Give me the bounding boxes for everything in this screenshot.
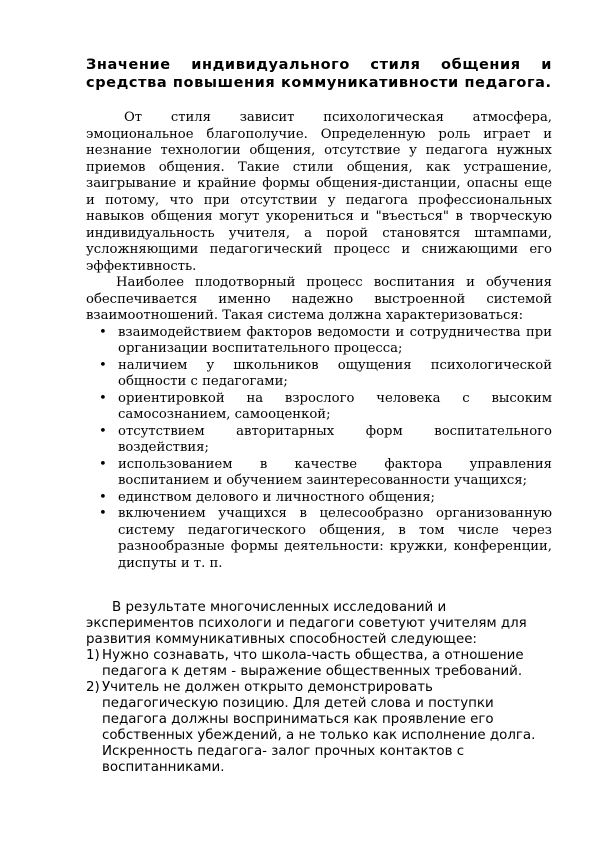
- bullet-icon: •: [99, 423, 107, 439]
- numbered-item: [86, 680, 552, 776]
- bullet-icon: •: [99, 506, 107, 521]
- list-item: [99, 489, 552, 507]
- bullet-icon: •: [99, 324, 107, 340]
- paragraph-recommendations-intro: В результате многочисленных исследований и экспериментов психологи и педагоги советуют учителям для развития коммуникативных способностей следующее:: [86, 600, 527, 647]
- item-number: 2): [86, 680, 100, 695]
- bullet-icon: •: [99, 390, 107, 406]
- list-item: [99, 390, 552, 424]
- list-item: [99, 456, 552, 490]
- list-item-text: ориентировкой на взрослого человека с высоким самосознанием, самооценкой;: [118, 390, 552, 422]
- document-body: [86, 110, 552, 572]
- list-item-text: использованием в качестве фактора управления воспитанием и обучением заинтересованности учащихся;: [118, 456, 552, 488]
- item-number: 1): [86, 648, 100, 663]
- list-item: [99, 506, 552, 572]
- document-title: Значение индивидуального стиля общения и средства повышения коммуникативности педагога.: [86, 57, 552, 91]
- list-item-text: взаимодействием факторов ведомости и сотрудничества при организации воспитательного процесса;: [118, 324, 552, 356]
- numbered-item-text: Учитель не должен открыто демонстрировать педагогическую позицию. Для детей слова и поступки педагога должны восприниматься как проявление его собственных убеждений, а не только как исполнение долга. Искренность педагога- залог прочных контактов с воспитанниками.: [102, 680, 536, 775]
- paragraph-relationship-system: Наиболее плодотворный процесс воспитания и обучения обеспечивается именно надежно выстроенной системой взаимоотношений. Такая система должна характеризоваться:: [86, 275, 552, 323]
- list-item-text: наличием у школьников ощущения психологической общности с педагогами;: [118, 357, 552, 389]
- numbered-item: [86, 648, 552, 680]
- list-item: [99, 324, 552, 358]
- paragraph-style-influence: От стиля зависит психологическая атмосфера, эмоциональное благополучие. Определенную роль играет и незнание технологии общения, отсутствие у педагога нужных приемов общения. Такие стили общения, как устрашение, заигрывание и крайние формы общения-дистанции, опасны еще и потому, что при отсутствии у педагога профессиональных навыков общения могут укорениться и "въесться" в творческую индивидуальность учителя, а порой становятся штампами, усложняющими педагогический процесс и снижающими его эффективность.: [86, 110, 552, 274]
- bullet-icon: •: [99, 489, 107, 505]
- list-item-text: единством делового и личностного общения;: [118, 489, 435, 505]
- list-item-text: включением учащихся в целесообразно организованную систему педагогического общения, в том числе через разнообразные формы деятельности: кружки, конференции, диспуты и т. п.: [118, 506, 552, 571]
- bullet-icon: •: [99, 456, 107, 472]
- recommendations-section: [86, 600, 552, 776]
- numbered-item-text: Нужно сознавать, что школа-часть общества, а отношение педагога к детям - выражение общественных требований.: [102, 648, 524, 679]
- recommendations-list: [86, 648, 552, 776]
- list-item: [99, 357, 552, 391]
- list-item-text: отсутствием авторитарных форм воспитательного воздействия;: [118, 423, 552, 455]
- characteristics-list: [86, 325, 552, 573]
- list-item: [99, 423, 552, 457]
- bullet-icon: •: [99, 357, 107, 373]
